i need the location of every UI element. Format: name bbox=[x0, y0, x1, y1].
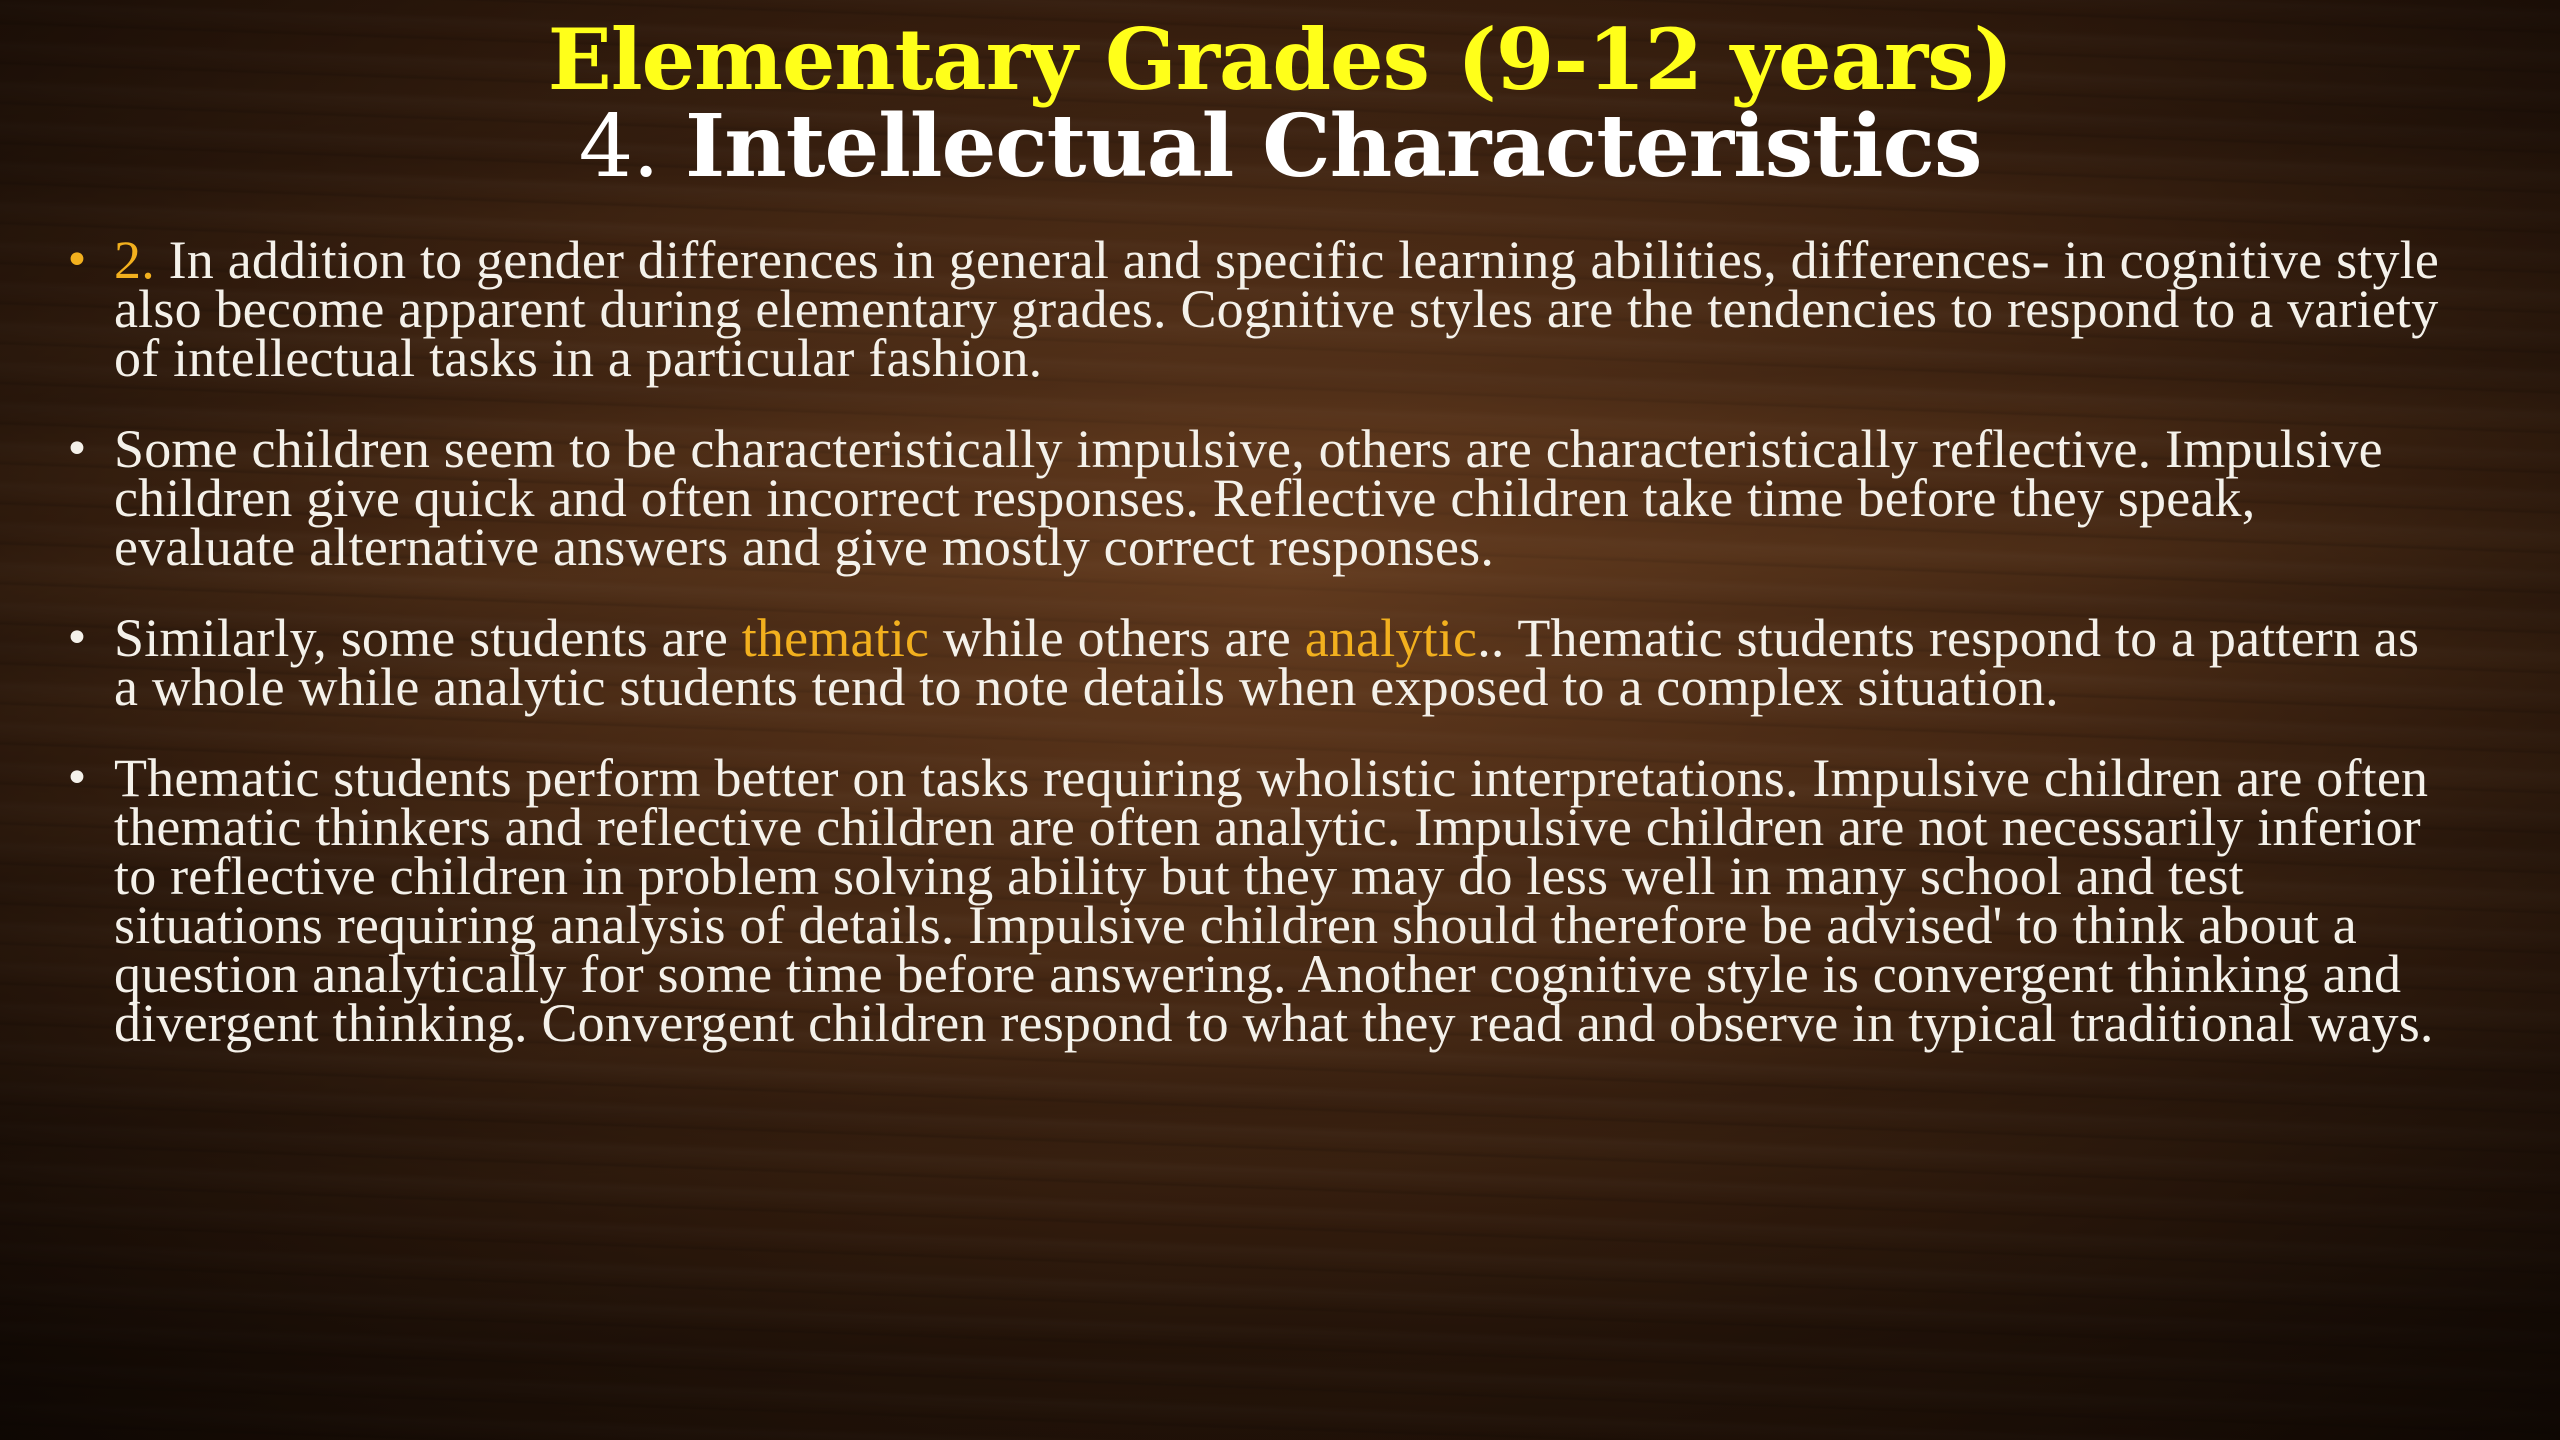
bullet-item-1 bbox=[64, 230, 2444, 388]
title-line-2 bbox=[0, 96, 2560, 197]
bullet-item-3 bbox=[64, 608, 2444, 717]
bullet-marker: • bbox=[64, 424, 91, 475]
bullet-marker: • bbox=[64, 613, 91, 664]
section-title: Intellectual Characteristics bbox=[685, 96, 1982, 197]
highlight-thematic: thematic bbox=[741, 608, 930, 668]
bullet-item-4 bbox=[64, 748, 2444, 1053]
bullet-text: Some children seem to be characteristically impulsive, others are characteristically reflective. Impulsive children give quick and often incorrect responses. Reflective children take time before they speak, evaluate alternative answers and give mostly correct responses. bbox=[114, 419, 2383, 577]
bullet-text: In addition to gender differences in general and specific learning abilities, differences- in cognitive style also become apparent during elementary grades. Cognitive styles are the tendencies to respond to a variety of intellectual tasks in a particular fashion. bbox=[114, 230, 2440, 388]
bullet-item-2 bbox=[64, 419, 2444, 577]
bullet-marker: • bbox=[64, 753, 91, 804]
bullet-text-part-1: Similarly, some students are bbox=[114, 608, 728, 668]
bullet-list bbox=[64, 230, 2444, 1090]
slide-title bbox=[0, 10, 2560, 197]
bullet-text-part-3: .. Thematic students respond to a pattern as a whole while analytic students tend to note details when exposed to a complex situation. bbox=[114, 608, 2420, 717]
bullet-text-part-2: while others are bbox=[942, 608, 1291, 668]
bullet-text: Thematic students perform better on tasks requiring wholistic interpretations. Impulsive children are often thematic thinkers and reflective children are often analytic. Impulsive children are not necessarily inferior to reflective children in problem solving ability but they may do less well in many school and test situations requiring analysis of details. Impulsive children should therefore be advised' to think about a question analytically for some time before answering. Another cognitive style is convergent thinking and divergent thinking. Convergent children respond to what they read and observe in typical traditional ways. bbox=[114, 748, 2434, 1053]
bullet-number: 2. bbox=[114, 230, 155, 290]
highlight-analytic: analytic bbox=[1304, 608, 1478, 668]
title-line-1: Elementary Grades (9-12 years) bbox=[547, 10, 2013, 109]
section-number: 4. bbox=[578, 97, 659, 197]
bullet-marker: • bbox=[64, 235, 91, 286]
